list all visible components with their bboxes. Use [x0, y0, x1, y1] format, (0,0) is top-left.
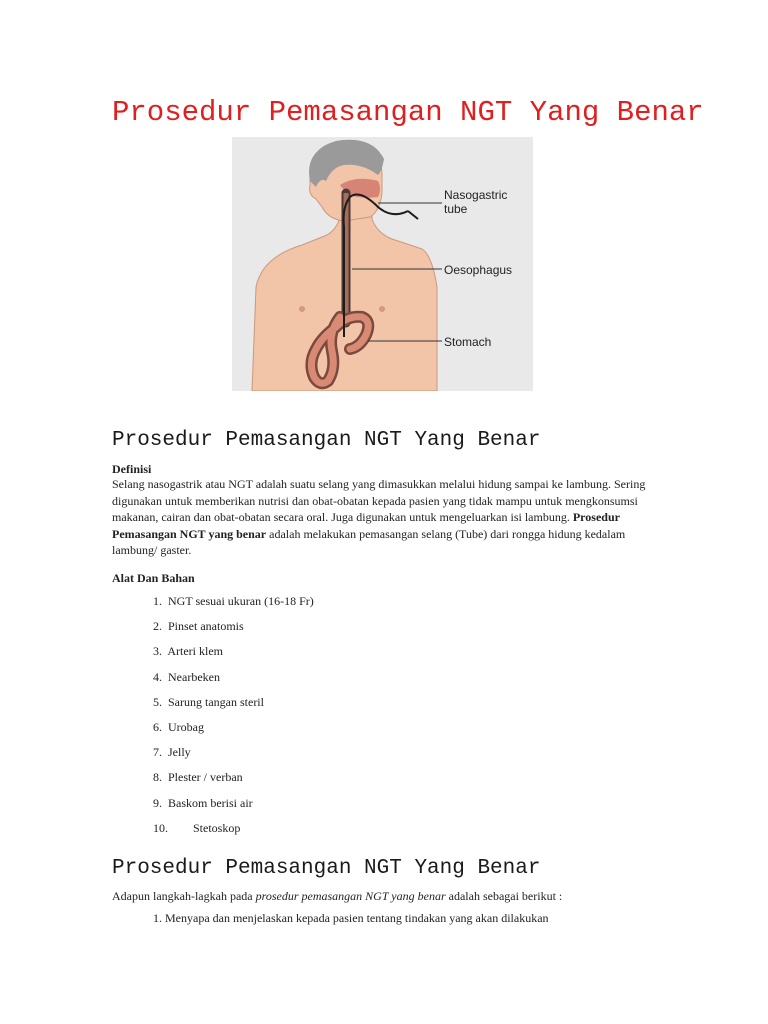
list-item: 7. Jelly — [153, 745, 191, 760]
page-title: Prosedur Pemasangan NGT Yang Benar — [112, 96, 704, 129]
definisi-bold: Prosedur Pemasangan NGT yang benar — [112, 510, 620, 541]
alat-list — [153, 593, 314, 845]
intro-paragraph: Adapun langkah-lagkah pada prosedur pemasangan NGT yang benar adalah sebagai berikut : — [112, 889, 563, 903]
list-item: 5. Sarung tangan steril — [153, 694, 264, 709]
oesophagus-label: Oesophagus — [444, 263, 513, 277]
section-heading-2: Prosedur Pemasangan NGT Yang Benar — [112, 857, 541, 880]
ngt-anatomy-figure — [232, 137, 533, 391]
intro-italic: prosedur pemasangan NGT yang benar — [255, 889, 446, 903]
list-item: 8. Plester / verban — [153, 770, 243, 785]
definisi-text-2: adalah melakukan pemasangan selang (Tube) dari rongga hidung kedalam lambung/ gaster. — [112, 526, 626, 558]
step-item: 1. Menyapa dan menjelaskan kepada pasien tentang tindakan yang akan dilakukan — [153, 911, 549, 925]
nasogastric-label: Nasogastric — [444, 188, 508, 202]
list-item: 3. Arteri klem — [153, 644, 223, 659]
list-item: 1. NGT sesuai ukuran (16-18 Fr) — [153, 594, 314, 608]
alat-label: Alat Dan Bahan — [112, 571, 195, 585]
definisi-paragraph — [112, 476, 672, 559]
section-heading-1: Prosedur Pemasangan NGT Yang Benar — [112, 429, 541, 452]
definisi-text-1: Selang nasogastrik atau NGT adalah suatu selang yang dimasukkan melalui hidung sampai ke lambung. Sering digunakan untuk memberikan nutrisi dan obat-obatan kepada pasien yang tidak mampu untuk mengkonsumsi makanan, cairan dan obat-obatan secara oral. Juga digunakan untuk mengeluarkan isi lambung. — [112, 477, 646, 525]
ngt-anatomy-illustration — [232, 137, 533, 391]
definisi-label: Definisi — [112, 462, 152, 476]
list-item: 10. Stetoskop — [153, 820, 241, 835]
list-item: 6. Urobag — [153, 719, 204, 734]
tube-label: tube — [444, 202, 468, 216]
list-item: 2. Pinset anatomis — [153, 619, 244, 634]
list-item: 9. Baskom berisi air — [153, 795, 253, 810]
list-item: 4. Nearbeken — [153, 669, 220, 684]
stomach-label: Stomach — [444, 335, 492, 349]
